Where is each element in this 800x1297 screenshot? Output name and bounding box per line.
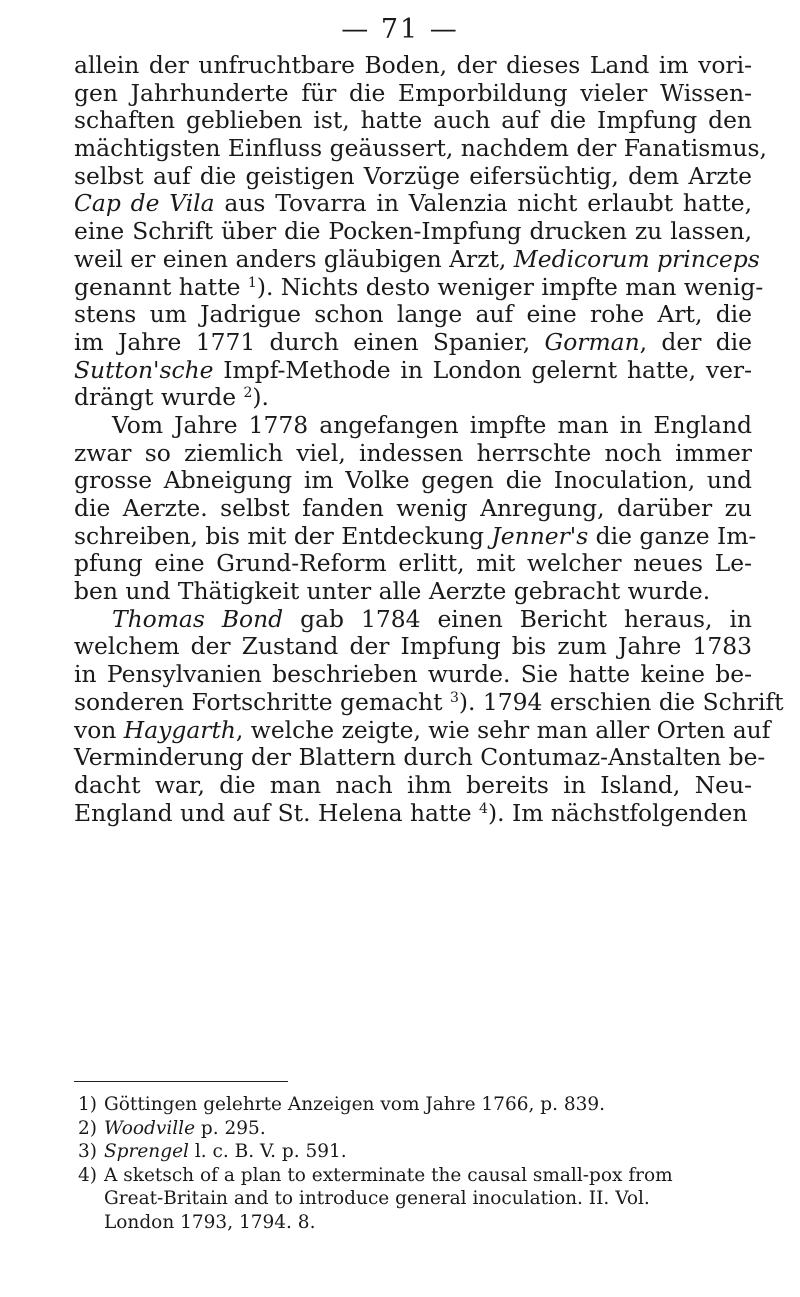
text-line (74, 800, 752, 828)
italic-name: Medicorum princeps (513, 244, 760, 273)
paragraph-2 (74, 410, 757, 606)
footnote-continuation: Great-Britain and to introduce general inoculation. II. Vol. (104, 1188, 650, 1210)
text-run: die ganze Im- (588, 521, 757, 550)
italic-name: Jenner's (491, 521, 589, 550)
text-line (74, 272, 764, 302)
footnote-text: Göttingen gelehrte Anzeigen vom Jahre 1766, p. 839. (104, 1094, 606, 1115)
text-line: selbst auf die geistigen Vorzüge eifersüchtig, dem Arzte (74, 161, 752, 190)
text-run: im Jahre 1771 durch einen Spanier, (74, 327, 545, 356)
text-run: aus Tovarra in Valenzia nicht erlaubt hatte, (214, 189, 753, 218)
footnote-number: 1) (78, 1094, 97, 1115)
text-line: schaften geblieben ist, hatte auch auf die Impfung den (74, 106, 752, 135)
footnote (78, 1140, 752, 1164)
text-line: grosse Abneigung im Volke gegen die Inoculation, und (74, 466, 752, 495)
text-line (74, 687, 784, 717)
text-run: drängt wurde (74, 383, 244, 412)
text-run: , der die (639, 327, 753, 356)
paragraph-3 (74, 604, 784, 828)
footnote-text: p. 295. (195, 1117, 266, 1139)
footnote-number: 4) (78, 1164, 97, 1186)
text-run: sonderen Fortschritte gemacht (74, 687, 450, 716)
text-line: die Aerzte. selbst fanden wenig Anregung, darüber zu (74, 494, 752, 522)
text-run: ). Im nächstfolgenden (487, 798, 748, 827)
footnote-text: A sketsch of a plan to exterminate the causal small-pox from (104, 1164, 673, 1186)
text-run: England und auf St. Helena hatte (74, 798, 480, 827)
text-line: mächtigsten Einfluss geäussert, nachdem der Fanatismus, (74, 134, 767, 163)
footnote-number: 2) (78, 1117, 97, 1139)
footnote (78, 1093, 752, 1117)
text-line (74, 190, 752, 218)
footnote-text: l. c. B. V. p. 591. (188, 1141, 347, 1163)
text-line (74, 329, 752, 357)
footnote-author: Sprengel (104, 1141, 189, 1163)
text-run: ). Nichts desto weniger impfte man wenig- (256, 272, 764, 301)
text-run: weil er einen anders gläubigen Arzt, (74, 244, 514, 273)
footnotes (78, 1093, 752, 1235)
text-line: eine Schrift über die Pocken-Impfung drucken zu lassen, (74, 217, 752, 246)
italic-name: Sutton'sche (74, 355, 214, 384)
text-line: Verminderung der Blattern durch Contumaz-Anstalten be- (74, 743, 766, 772)
italic-name: Cap de Vila (74, 189, 215, 218)
text-line: in Pensylvanien beschrieben wurde. Sie hatte keine be- (74, 660, 752, 689)
text-line: ben und Thätigkeit unter alle Aerzte gebracht wurde. (74, 577, 711, 606)
text-run: genannt hatte (74, 272, 248, 301)
text-line: stens um Jadrigue schon lange auf eine rohe Art, die (74, 300, 752, 329)
text-line (74, 715, 771, 745)
text-run: von (74, 715, 124, 744)
footnote (78, 1117, 752, 1141)
text-run: ). (252, 383, 269, 412)
text-line (74, 244, 760, 274)
text-line: dacht war, die man nach ihm bereits in Island, Neu- (74, 770, 752, 799)
text-line: Vom Jahre 1778 angefangen impfte man in England (112, 410, 752, 439)
italic-name: Thomas Bond (112, 604, 284, 633)
footnote (78, 1164, 752, 1188)
footnote-ref: 2 (243, 385, 253, 402)
text-line (74, 357, 752, 385)
text-run: gab 1784 einen Bericht heraus, in (283, 604, 752, 633)
text-run: ). 1794 erschien die Schrift (458, 687, 784, 716)
text-line (74, 521, 757, 551)
footnote-divider (74, 1081, 288, 1082)
paragraph-1 (74, 51, 767, 412)
text-line: zwar so ziemlich viel, indessen herrschte noch immer (74, 438, 752, 467)
footnote-ref: 1 (247, 274, 257, 291)
body-text (74, 51, 784, 827)
text-run: , welche zeigte, wie sehr man aller Orten auf (235, 715, 771, 744)
footnote-ref: 3 (449, 689, 459, 706)
page-number: — 71 — (341, 14, 459, 45)
italic-name: Haygarth (123, 715, 236, 744)
text-run: Impf-Methode in London gelernt hatte, ver- (213, 355, 752, 384)
text-line: gen Jahrhunderte für die Emporbildung vieler Wissen- (74, 78, 752, 107)
text-line: welchem der Zustand der Impfung bis zum Jahre 1783 (74, 632, 752, 661)
text-line (74, 384, 752, 412)
text-line (74, 606, 752, 634)
footnote-author: Woodville (104, 1117, 196, 1139)
text-line: allein der unfruchtbare Boden, der dieses Land im vori- (74, 51, 752, 79)
text-line: pfung eine Grund-Reform erlitt, mit welcher neues Le- (74, 549, 752, 578)
footnote-continuation: London 1793, 1794. 8. (104, 1211, 316, 1233)
footnote-ref: 4 (479, 800, 488, 817)
text-run: schreiben, bis mit der Entdeckung (74, 521, 492, 550)
footnote-number: 3) (78, 1141, 97, 1163)
italic-name: Gorman (544, 327, 640, 356)
